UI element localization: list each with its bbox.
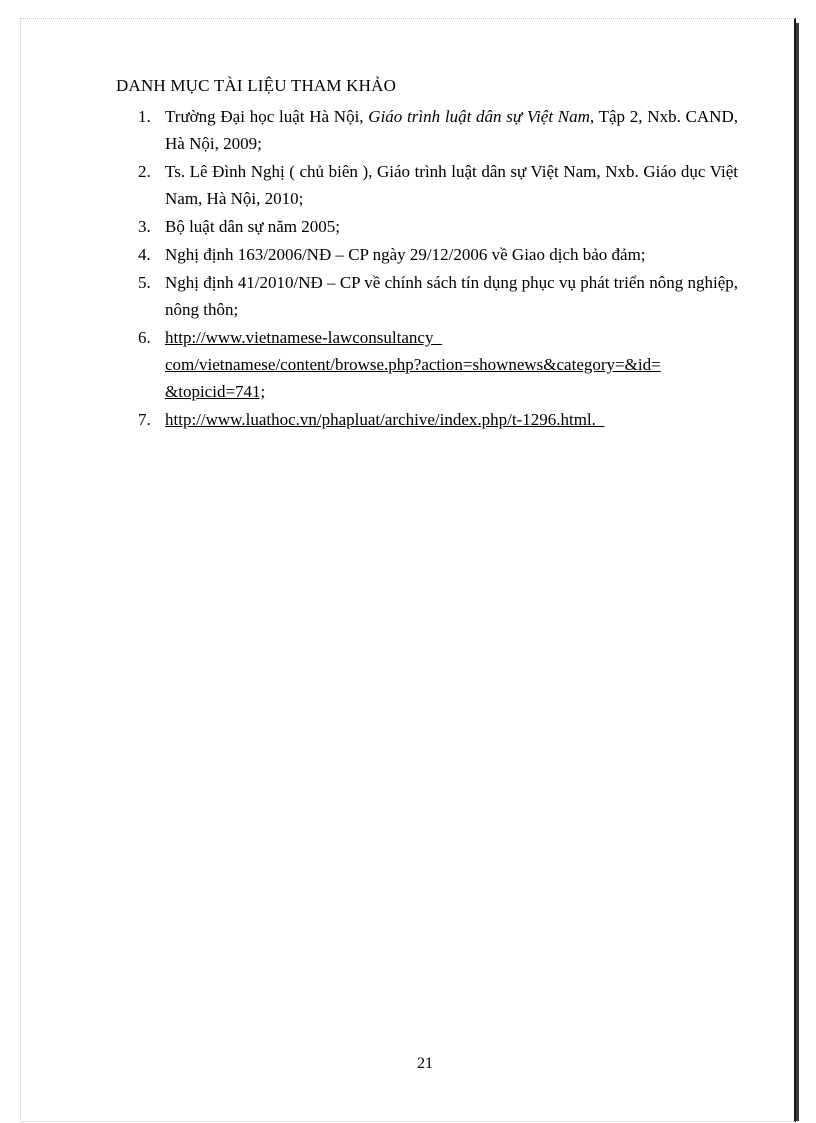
reference-link-line-2[interactable]: com/vietnamese/content/browse.php?action=shownews&category=&id= [165,355,661,374]
reference-link-line-3[interactable]: &topicid=741; [165,382,266,401]
reference-number: 5. [138,273,151,292]
page-number: 21 [417,1055,433,1072]
reference-text: , Tập 2, Nxb. CAND, Hà Nội, 2009; [165,107,738,153]
reference-item-5 [138,269,738,323]
reference-item-6 [138,324,738,405]
reference-item-2 [138,158,738,212]
reference-text: Nghị định 41/2010/NĐ – CP về chính sách tín dụng phục vụ phát triển nông nghiệp, nông thôn; [165,273,738,319]
reference-link-line-1[interactable]: http://www.vietnamese-lawconsultancy_ [165,328,442,347]
reference-text: Trường Đại học luật Hà Nội, [165,107,369,126]
reference-item-7 [138,406,738,433]
page-title: DANH MỤC TÀI LIỆU THAM KHẢO [116,76,397,95]
reference-link[interactable]: http://www.luathoc.vn/phapluat/archive/index.php/t-1296.html._ [165,410,605,429]
reference-text: Bộ luật dân sự năm 2005; [165,217,340,236]
reference-number: 7. [138,410,151,429]
reference-number: 4. [138,245,151,264]
reference-item-4 [138,241,738,268]
reference-text: Ts. Lê Đình Nghị ( chủ biên ), Giáo trình luật dân sự Việt Nam, Nxb. Giáo dục Việt Nam, Hà Nội, 2010; [165,162,738,208]
reference-item-1 [138,103,738,157]
reference-number: 2. [138,162,151,181]
reference-number: 3. [138,217,151,236]
reference-title-italic: Giáo trình luật dân sự Việt Nam [368,107,590,126]
reference-number: 1. [138,107,151,126]
reference-list [138,103,738,434]
reference-number: 6. [138,328,151,347]
reference-text: Nghị định 163/2006/NĐ – CP ngày 29/12/2006 về Giao dịch bảo đảm; [165,245,646,264]
reference-item-3 [138,213,738,240]
